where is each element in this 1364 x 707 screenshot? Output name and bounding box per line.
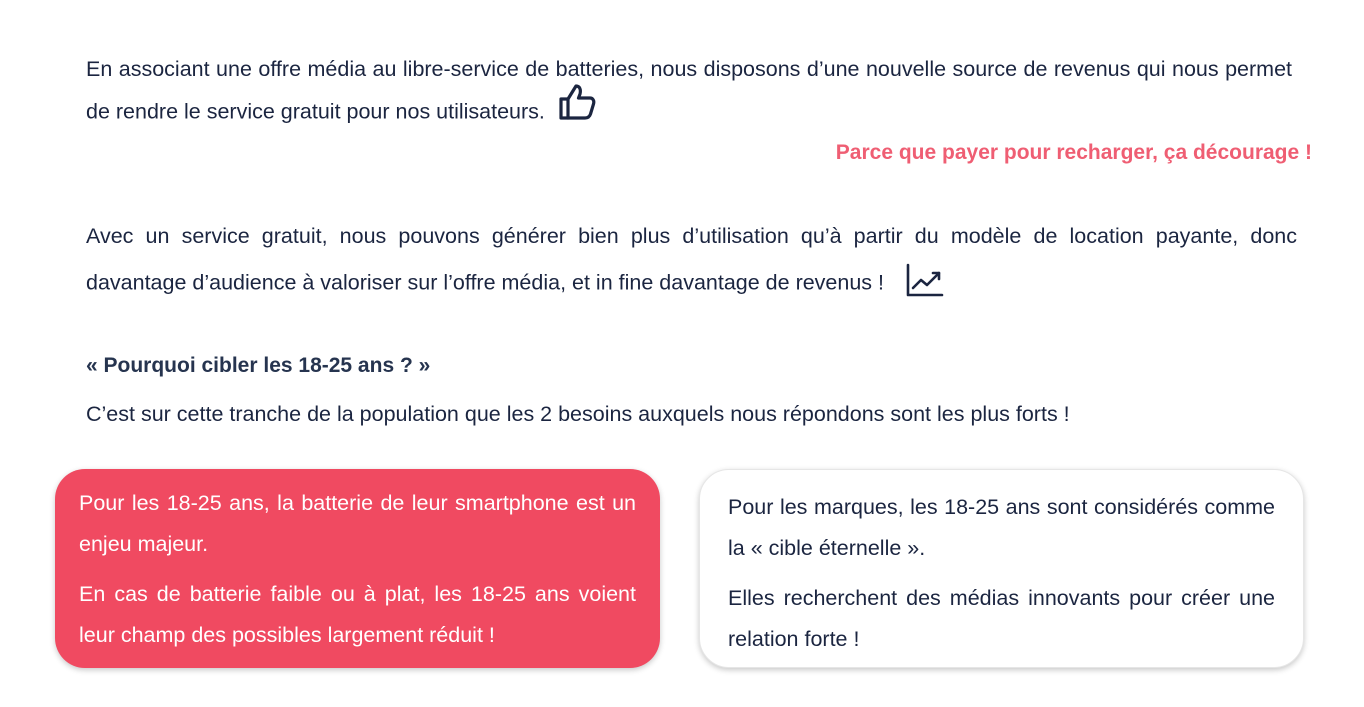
free-service-text: En associant une offre média au libre-service de batteries, nous disposons d’une nouvelle source de revenus qui nous permet de rendre le service gratuit pour nos utilisateurs. <box>86 57 1292 124</box>
brands-card-text-2: Elles recherchent des médias innovants pour créer une relation forte ! <box>728 586 1275 651</box>
trending-up-chart-icon <box>906 263 944 311</box>
audience-paragraph <box>86 216 1297 311</box>
brands-card-text-1: Pour les marques, les 18-25 ans sont considérés comme la « cible éternelle ». <box>728 495 1275 560</box>
free-service-paragraph <box>86 49 1292 136</box>
youth-card-text-2: En cas de batterie faible ou à plat, les 18-25 ans voient leur champ des possibles largement réduit ! <box>79 582 636 647</box>
tagline: Parce que payer pour recharger, ça décourage ! <box>835 141 1312 164</box>
thumbs-up-icon <box>557 82 597 136</box>
youth-card-text-1: Pour les 18-25 ans, la batterie de leur smartphone est un enjeu majeur. <box>79 491 636 556</box>
audience-text: Avec un service gratuit, nous pouvons générer bien plus d’utilisation qu’à partir du modèle de location payante, donc davantage d’audience à valoriser sur l’offre média, et in fine davantage de revenus ! <box>86 224 1297 295</box>
youth-card <box>55 469 660 668</box>
question-title: « Pourquoi cibler les 18-25 ans ? » <box>86 354 431 377</box>
brands-card <box>699 469 1304 668</box>
question-answer: C’est sur cette tranche de la population que les 2 besoins auxquels nous répondons sont les plus forts ! <box>86 402 1070 426</box>
